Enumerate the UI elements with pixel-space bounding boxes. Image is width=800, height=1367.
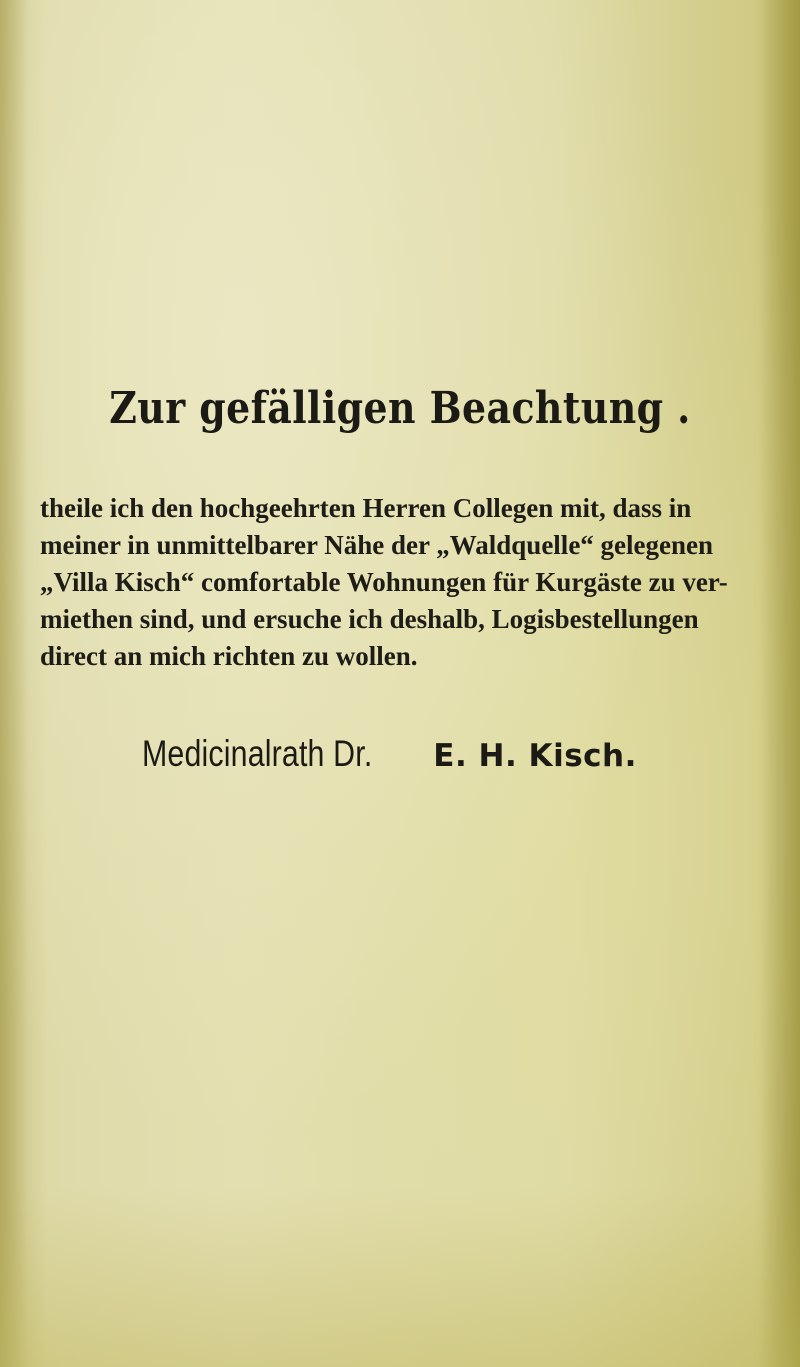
paper-edge-bottom (0, 1187, 800, 1367)
word: für (493, 567, 529, 597)
word: ich (348, 604, 383, 634)
word: Herren (362, 493, 446, 523)
signature-name: E. H. Kisch. (433, 738, 637, 774)
word: der (391, 530, 430, 560)
word: deshalb, (389, 604, 485, 634)
word: ersuche (253, 604, 342, 634)
word: mit, (559, 493, 606, 523)
word: ver- (682, 567, 728, 597)
page-title: Zur gefälligen Beachtung . (109, 383, 691, 434)
paragraph-line (40, 601, 786, 638)
word: dass (612, 493, 662, 523)
paper-edge-right (760, 0, 800, 1367)
word: comfortable (201, 567, 341, 597)
word: in (127, 530, 150, 560)
word: unmittelbarer (156, 530, 318, 560)
signature (142, 733, 637, 775)
word: den (151, 493, 194, 523)
paragraph-line (40, 564, 786, 601)
word: in (668, 493, 692, 523)
word: Wohnungen (346, 567, 487, 597)
word: zu (648, 567, 676, 597)
paper-edge-left (0, 0, 28, 1367)
word: hochgeehrten (199, 493, 356, 523)
word: theile (40, 493, 103, 523)
word: ich (109, 493, 145, 523)
signature-title: Medicinalrath Dr. (142, 733, 373, 774)
paragraph-line (40, 490, 786, 527)
word: Collegen (452, 493, 554, 523)
word: sind, (139, 604, 195, 634)
word: „Villa (40, 567, 109, 597)
paragraph-line (40, 527, 786, 564)
notice-paragraph (40, 490, 786, 675)
word: Kisch“ (114, 567, 195, 597)
word: meiner (40, 530, 121, 560)
word: gelegenen (600, 530, 714, 560)
word: miethen (40, 604, 133, 634)
word: Logisbestellungen (491, 604, 699, 634)
word: Nähe (324, 530, 385, 560)
paragraph-last-line: direct an mich richten zu wollen. (40, 641, 418, 671)
word: Kurgäste (535, 567, 642, 597)
word: und (201, 604, 247, 634)
word: „Waldquelle“ (436, 530, 594, 560)
